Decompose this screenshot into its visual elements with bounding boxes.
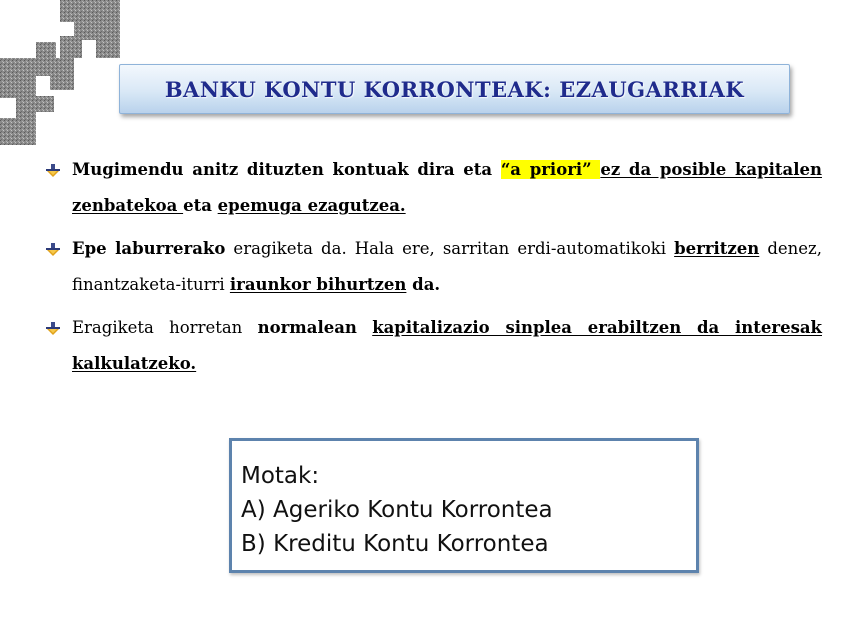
bullet-text-segment: Epe laburrerako — [72, 239, 226, 258]
bullet-text-segment: denez, finantzaketa-iturri — [72, 239, 822, 294]
bullet-text-segment: da. — [406, 275, 441, 294]
types-heading: Motak: — [241, 463, 320, 489]
bullet-text-segment: iraunkor bihurtzen — [229, 275, 407, 294]
bullet-text-segment: Eragiketa horretan — [72, 318, 258, 337]
type-item-b: B) Kreditu Kontu Korrontea — [241, 531, 549, 557]
arrow-down-bullet-icon — [44, 322, 64, 336]
bullet-list — [44, 152, 822, 389]
bullet-text-segment: Mugimendu anitz dituzten kontuak dira eta — [72, 160, 501, 179]
bullet-text-segment: epemuga ezagutzea. — [217, 196, 406, 215]
arrow-down-bullet-icon — [44, 243, 64, 257]
types-box — [229, 438, 699, 573]
bullet-text-segment: “a priori” — [500, 160, 601, 179]
bullet-text-segment: eragiketa da. Hala ere, sarritan erdi-automatikoki — [225, 239, 675, 258]
bullet-item — [44, 310, 822, 382]
bullet-text-segment: ez da posible kapitalen zenbatekoa — [72, 160, 822, 215]
bullet-text-segment: eta — [183, 196, 218, 215]
bullet-text-segment: berritzen — [674, 239, 760, 258]
bullet-item — [44, 231, 822, 303]
arrow-down-bullet-icon — [44, 164, 64, 178]
bullet-text-segment: kapitalizazio sinplea erabiltzen da interesak kalkulatzeko. — [72, 318, 822, 373]
slide-title-box — [119, 64, 790, 114]
type-item-a: A) Ageriko Kontu Korrontea — [241, 497, 553, 523]
bullet-item — [44, 152, 822, 224]
slide-title: BANKU KONTU KORRONTEAK: EZAUGARRIAK — [164, 76, 745, 102]
bullet-text-segment — [357, 318, 372, 337]
puzzle-logo-icon — [0, 0, 122, 145]
bullet-text-segment: normalean — [257, 318, 357, 337]
